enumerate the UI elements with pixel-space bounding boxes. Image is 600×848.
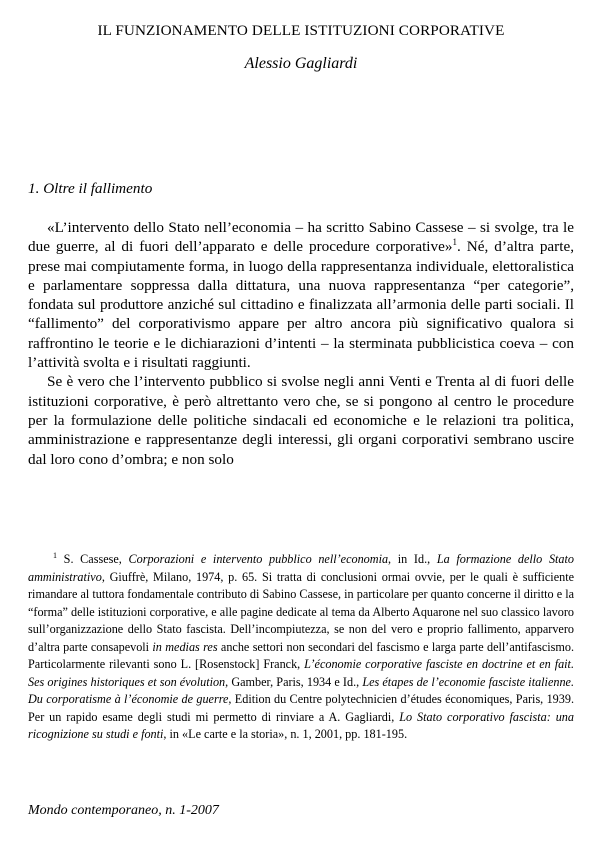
footnote-work-title: Corporazioni e intervento pubblico nell’economia <box>128 552 389 566</box>
paragraph-2: Se è vero che l’intervento pubblico si svolse negli anni Venti e Trenta al di fuori delle istituzioni corporative, è però altrettanto vero che, se si pongono al centro le procedure per la formulazione delle politiche sindacali ed economiche e le relazioni tra politica, amministrazione e rappresentanze degli interessi, gli organi corporativi sembrano uscire dal loro cono d’ombra; e non solo <box>28 373 574 468</box>
footnote-text: S. Cassese, <box>63 552 129 566</box>
footnote-number: 1 <box>53 550 57 560</box>
footnote-work-title: L’économie corporative fasciste en doctrine et en fait. Ses origines historiques et son évolution <box>28 657 574 689</box>
journal-footer: Mondo contemporaneo, n. 1-2007 <box>28 803 219 818</box>
article-author: Alessio Gagliardi <box>244 55 358 72</box>
footnote-ref-1[interactable]: 1 <box>452 237 457 248</box>
footnote-text: , Giuffrè, Milano, 1974, p. 65. Si tratta di conclusioni ormai ovvie, per le quali è sufficiente rimandare al tuttora fondamentale contributo di Sabino Cassese, in particolare per quanto concerne il diritto e la “forma” delle istituzioni corporative, e alle pagine dedicate al tema da Alberto Aquarone nel suo classico lavoro sull’organizzazione dello Stato fascista. Dell’incompiutezza, se non del vero e proprio fallimento, apparvero d’altra parte consapevoli <box>28 569 574 654</box>
footnote-latin-phrase: in medias res <box>152 639 218 654</box>
footnote-work-title: Les étapes de l’economie fasciste italienne. Du corporatisme à l’économie de guerre <box>28 674 574 706</box>
section-heading: 1. Oltre il fallimento <box>28 180 153 197</box>
paragraph-1-text-a: «L’intervento dello Stato nell’economia – ha scritto Sabino Cassese – si svolge, tra le due guerre, al di fuori dell’apparato e delle procedure corporative» <box>28 219 574 256</box>
body-text <box>28 218 574 469</box>
paragraph-1 <box>28 218 574 372</box>
footnote-text: , Edition du Centre polytechnicien d’études économiques, Paris, 1939. Per un rapido esame degli studi mi permetto di rinviare a A. Gagliardi, <box>28 692 574 724</box>
footnote-work-title: Lo Stato corporativo fascista: una ricognizione su studi e fonti <box>28 709 574 741</box>
footnote-text: , in «Le carte e la storia», n. 1, 2001, pp. 181-195. <box>163 727 408 741</box>
article-title: IL FUNZIONAMENTO DELLE ISTITUZIONI CORPORATIVE <box>97 22 505 39</box>
paragraph-1-text-b: . Né, d’altra parte, prese mai compiutamente forma, in luogo della rappresentanza individuale, elettoralistica e parlamentare soppressa dalla dittatura, una nuova rappresentanza “per categorie”, fondata sul produttore anziché sul cittadino e finalizzata all’armonia delle parti sociali. Il “fallimento” del corporativismo appare per altro ancora più significativo qualora si raffrontino le teorie e le dichiarazioni d’intenti – la sterminata pubblicistica coeva – con l’attività svolta e i risultati raggiunti. <box>28 238 574 372</box>
footnote-text: anche settori non secondari del fascismo e larga parte dell’antifascismo. Particolarmente rilevanti sono L. [Rosenstock] Franck, <box>28 639 575 671</box>
footnote-text: , Gamber, Paris, 1934 e Id., <box>225 674 363 689</box>
footnote-1 <box>28 551 574 744</box>
footnote-work-title: La formazione dello Stato amministrativo <box>28 552 574 584</box>
footnote-text: , in Id., <box>388 552 437 566</box>
